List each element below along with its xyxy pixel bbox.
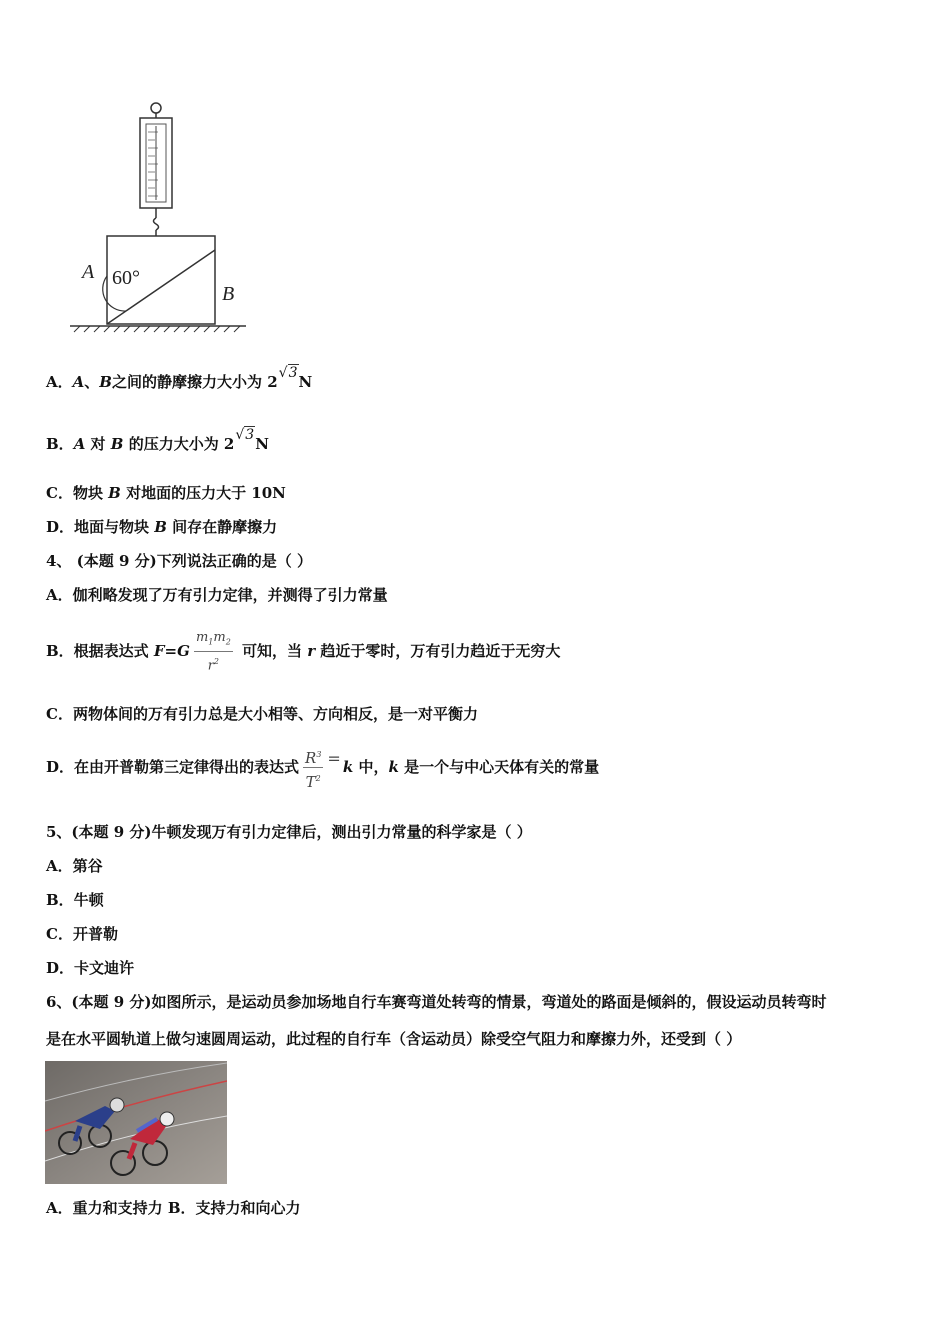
q5-option-c: C．开普勒 xyxy=(46,925,118,943)
q4-option-b: B．根据表达式 F=G $\frac{m_1m_2}{r^2}$ 可知，当 r 趋近于零时，万有引力趋近于无穷大 xyxy=(46,630,561,673)
q6-stem-line2: 是在水平圆轨道上做匀速圆周运动，此过程的自行车（含运动员）除受空气阻力和摩擦力外，还受到（ ） xyxy=(46,1030,742,1048)
q3-option-c: C．物块 B 对地面的压力大于 10N xyxy=(46,484,286,502)
q3-option-d: D．地面与物块 B 间存在静摩擦力 xyxy=(46,518,278,536)
sqrt-symbol: √3 xyxy=(278,365,298,381)
spring-scale-block-diagram xyxy=(62,100,252,340)
gravity-fraction: $\frac{m_1m_2}{r^2}$ xyxy=(195,630,231,673)
q6-stem-line1: 6、(本题 9 分)如图所示，是运动员参加场地自行车赛弯道处转弯的情景，弯道处的路面是倾斜的，假设运动员转弯时 xyxy=(46,993,827,1011)
q6-options: A．重力和支持力 B．支持力和向心力 xyxy=(46,1199,301,1217)
sqrt-symbol: √3 xyxy=(235,427,255,443)
q5-option-b: B．牛顿 xyxy=(46,891,104,909)
kepler-fraction: $\frac{R^3}{T^2}$ xyxy=(303,746,323,791)
q4-option-d: D．在由开普勒第三定律得出的表达式 $\frac{R^3}{T^2}$ = k 中，k 是一个与中心天体有关的常量 xyxy=(46,744,599,791)
label-a: A xyxy=(82,261,95,283)
q5-option-d: D．卡文迪许 xyxy=(46,959,135,977)
q5-stem: 5、(本题 9 分)牛顿发现万有引力定律后，测出引力常量的科学家是（ ） xyxy=(46,823,532,841)
q3-option-a: A．A、B之间的静摩擦力大小为 2√3N xyxy=(46,365,313,391)
q3-option-b: B．A 对 B 的压力大小为 2√3N xyxy=(46,427,269,453)
angle-label: 60° xyxy=(112,267,140,289)
q5-option-a: A．第谷 xyxy=(46,857,103,875)
q4-option-a: A．伽利略发现了万有引力定律，并测得了引力常量 xyxy=(46,586,388,604)
label-b: B xyxy=(222,283,235,305)
q4-stem: 4、 (本题 9 分)下列说法正确的是（ ） xyxy=(46,552,312,570)
track-cycling-photo xyxy=(45,1061,227,1184)
q4-option-c: C．两物体间的万有引力总是大小相等、方向相反，是一对平衡力 xyxy=(46,705,478,723)
